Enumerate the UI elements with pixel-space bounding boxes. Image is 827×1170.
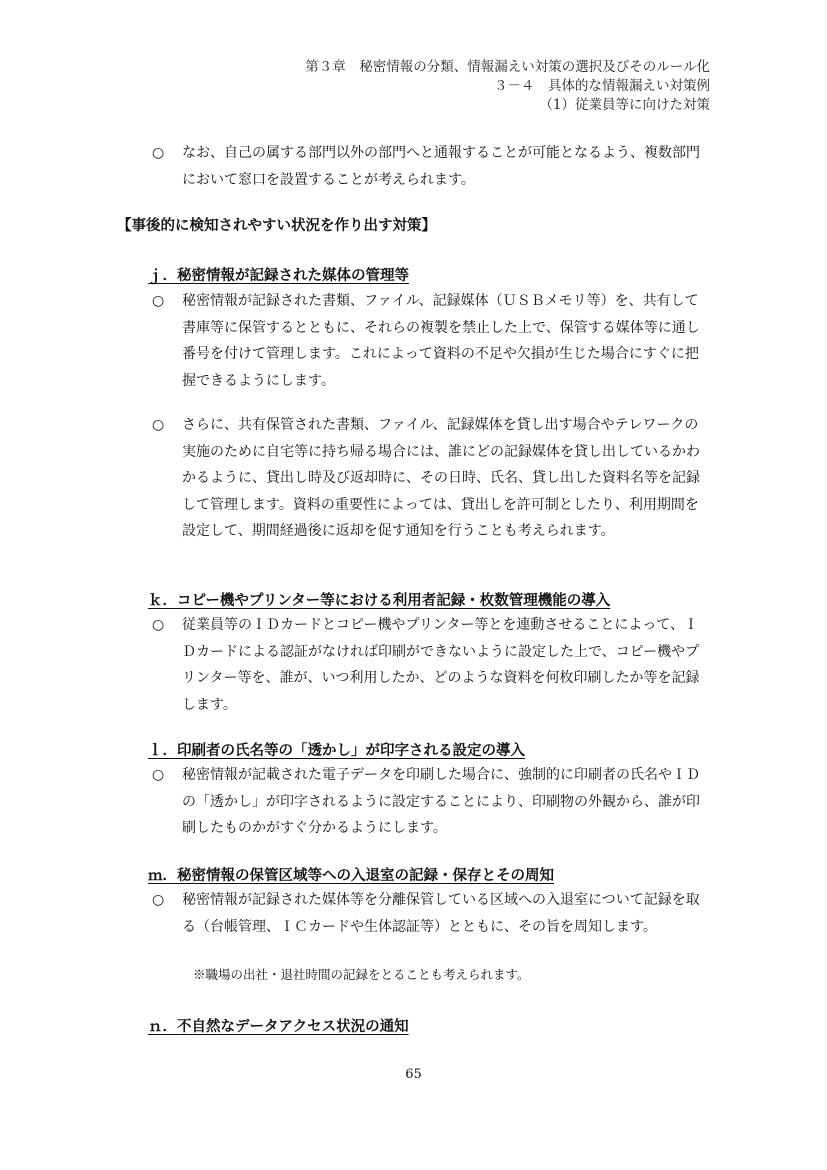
bullet-k-1	[152, 612, 712, 718]
bullet-text: さらに、共有保管された書類、ファイル、記録媒体を貸し出す場合やテレワークの実施のために自宅等に持ち帰る場合には、誰にどの記録媒体を貸し出しているかわかるように、貸出し時及び返却時に、その日時、氏名、貸し出した資料名等を記録して管理します。資料の重要性によっては、貸出しを許可制としたり、利用期間を設定して、期間経過後に返却を促す通知を行うことも考えられます。	[182, 417, 700, 539]
heading-j: ｊ．秘密情報が記録された媒体の管理等	[148, 268, 409, 284]
bullet-mark: ○	[152, 892, 165, 908]
heading-l: ｌ．印刷者の氏名等の「透かし」が印字される設定の導入	[148, 743, 525, 759]
running-header	[150, 58, 710, 115]
bullet-mark: ○	[152, 293, 165, 309]
bullet-mark: ○	[152, 145, 165, 161]
intro-bullet	[152, 140, 712, 193]
bullet-text: 秘密情報が記載された電子データを印刷した場合に、強制的に印刷者の氏名やＩＤの「透かし」が印字されるように設定することにより、印刷物の外観から、誰が印刷したものかがすぐ分かるようにします。	[182, 767, 700, 836]
bullet-l-1	[152, 762, 712, 842]
bullet-j-2	[152, 412, 712, 545]
header-section: ３－４ 具体的な情報漏えい対策例	[494, 78, 710, 94]
bullet-mark: ○	[152, 417, 165, 433]
bullet-j-1	[152, 288, 712, 394]
bullet-m-1	[152, 887, 712, 940]
bullet-mark: ○	[152, 617, 165, 633]
note-m: ※職場の出社・退社時間の記録をとることも考えられます。	[193, 967, 530, 982]
bullet-text: 従業員等のＩＤカードとコピー機やプリンター等とを連動させることによって、ＩＤカードによる認証がなければ印刷ができないように設定した上で、コピー機やプリンター等を、誰が、いつ利用したか、どのような資料を何枚印刷したか等を記録します。	[182, 617, 700, 713]
intro-text: なお、自己の属する部門以外の部門へと通報することが可能となるよう、複数部門において窓口を設置することが考えられます。	[182, 145, 700, 188]
bullet-text: 秘密情報が記録された媒体等を分離保管している区域への入退室について記録を取る（台帳管理、ＩＣカードや生体認証等）とともに、その旨を周知します。	[182, 892, 700, 935]
heading-k: ｋ．コピー機やプリンター等における利用者記録・枚数管理機能の導入	[148, 593, 611, 609]
bullet-text: 秘密情報が記録された書類、ファイル、記録媒体（ＵＳＢメモリ等）を、共有して書庫等に保管するとともに、それらの複製を禁止した上で、保管する媒体等に通し番号を付けて管理します。これによって資料の不足や欠損が生じた場合にすぐに把握できるようにします。	[182, 293, 700, 389]
header-subsection: （1）従業員等に向けた対策	[539, 97, 710, 113]
page-number: 65	[405, 1067, 422, 1082]
bullet-mark: ○	[152, 767, 165, 783]
header-chapter: 第３章 秘密情報の分類、情報漏えい対策の選択及びそのルール化	[305, 59, 710, 75]
heading-m: ｍ．秘密情報の保管区域等への入退室の記録・保存とその周知	[148, 868, 554, 884]
heading-n: ｎ．不自然なデータアクセス状況の通知	[148, 1019, 409, 1035]
section-heading: 【事後的に検知されやすい状況を作り出す対策】	[117, 218, 436, 234]
